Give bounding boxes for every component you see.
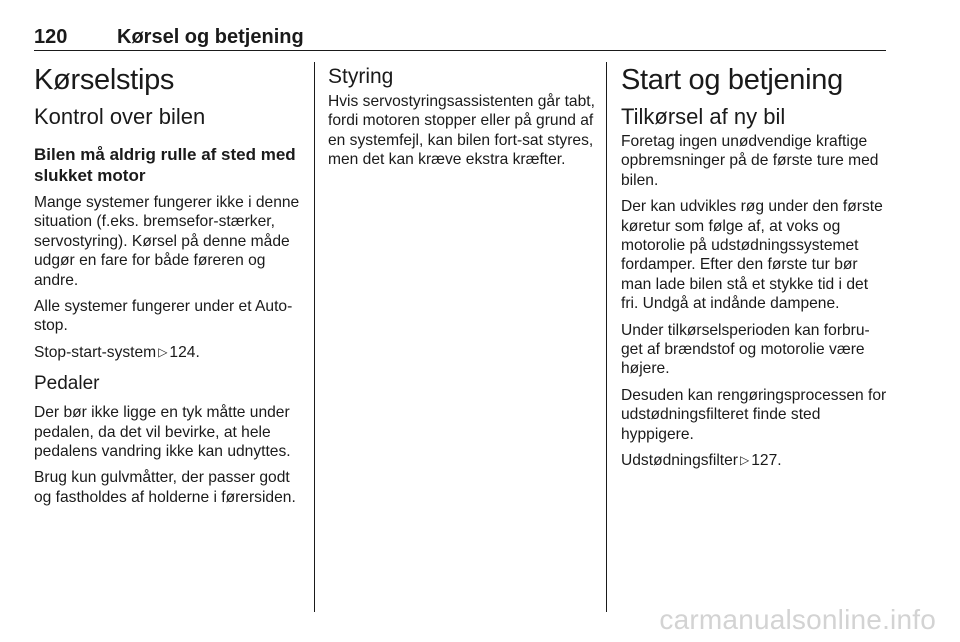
section-title: Kørselstips [34,64,175,96]
xref-page: 124. [169,343,200,361]
column-divider-2 [606,62,607,612]
column-1 [34,62,300,507]
paragraph: Brug kun gulvmåtter, der passer godt og fastholdes af holderne i førersiden. [34,469,296,506]
running-title: Kørsel og betjening [117,26,304,48]
page-number: 120 [34,26,68,48]
column-divider-1 [314,62,315,612]
section-heading-styring: Styring [328,65,394,88]
triangle-right-icon: ▷ [740,453,750,468]
paragraph: Foretag ingen unødvendige kraftige opbremsninger på de første ture med bilen. [621,133,879,189]
paragraph: Der bør ikke ligge en tyk måtte under pedalen, da det vil bevirke, at hele pedalens vandring ikke kan udnyttes. [34,404,291,461]
paragraph: Under tilkørselsperioden kan forbru-get af brændstof og motorolie være højere. [621,321,870,378]
column-2 [328,62,596,170]
subheading-pedaler: Pedaler [34,373,100,395]
section-title: Start og betjening [621,64,843,96]
column-3 [621,62,889,471]
paragraph: Desuden kan rengøringsprocessen for udstødningsfilteret finde sted hyppigere. [621,386,887,443]
page-header [34,26,886,52]
paragraph: Hvis servostyringsassistenten går tabt, fordi motoren stopper eller på grund af en systemfejl, kan bilen fort-sat styres, men det kan kræve ekstra kræfter. [328,93,595,169]
triangle-right-icon: ▷ [158,344,168,359]
xref-text: Udstødningsfilter [621,452,738,470]
paragraph: Der kan udvikles røg under den første køretur som følge af, at voks og motorolie på udstødningssystemet fordamper. Efter den første tur bør man lade bilen stå et stykke tid i det fri. Undgå at indånde dampene. [621,198,883,313]
watermark: carmanualsonline.info [659,604,936,635]
paragraph: Alle systemer fungerer under et Auto-stop. [34,298,293,335]
cross-reference[interactable] [34,343,300,362]
header-rule [34,50,886,51]
paragraph: Mange systemer fungerer ikke i denne situation (f.eks. bremsefor-stærker, servostyring). Kørsel på denne måde udgør en fare for både føreren og andre. [34,194,300,289]
subsection-title: Kontrol over bilen [34,104,206,129]
xref-page: 127. [751,452,782,470]
cross-reference[interactable] [621,451,889,470]
xref-text: Stop-start-system [34,343,157,361]
warning-heading: Bilen må aldrig rulle af sted med slukket motor [34,145,296,185]
subsection-title: Tilkørsel af ny bil [621,104,786,129]
